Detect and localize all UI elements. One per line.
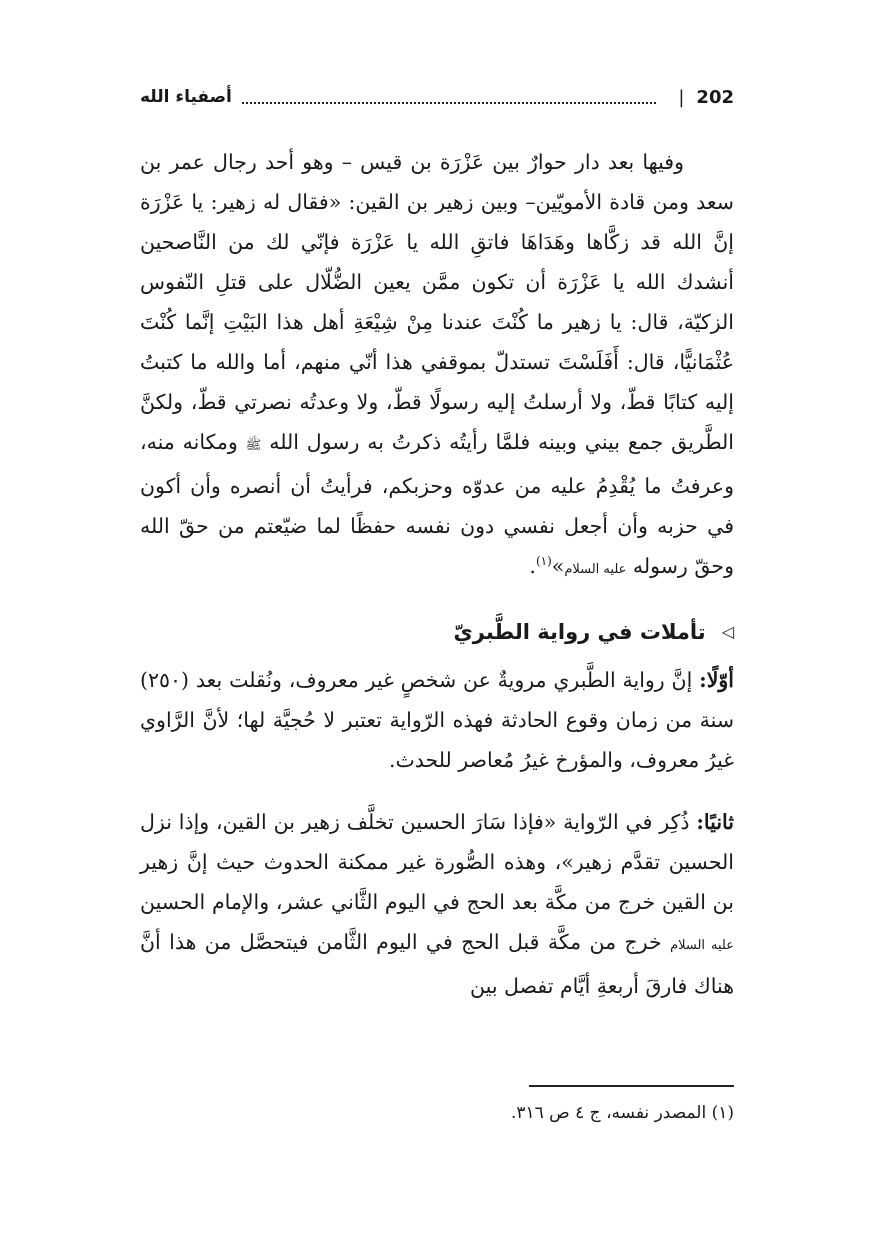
first-point-paragraph (140, 660, 734, 780)
intro-paragraph (140, 142, 734, 590)
footnote-reference: (١) (535, 554, 552, 569)
intro-text-continued: ومكانه منه، وعرفتُ ما يُقْدِمُ عليه من عدوّه وحزبكم، فرأيتُ أن أنصره وأن أكون في حزبه وأن أجعل نفسي دون نفسه حفظًا لما ضيّعتم من حقّ الله وحقّ رسوله (140, 430, 734, 578)
header-separator: | (678, 86, 685, 108)
second-point-label: ثانيًا: (696, 810, 734, 834)
section-heading (140, 612, 734, 652)
second-point-text: ذُكِر في الرّواية «فإذا سَارَ الحسين تخلَّف زهير بن القين، وإذا نزل الحسين تقدَّم زهير»، وهذه الصُّورة غير ممكنة الحدوث حيث إنَّ زهير بن القين خرج من مكَّة بعد الحج في اليوم الثَّاني عشر، والإمام الحسين (140, 810, 734, 914)
triangle-marker-icon: ◁ (721, 622, 734, 641)
intro-text: وفيها بعد دار حوارٌ بين عَزْرَة بن قيس – وهو أحد رجال عمر بن سعد ومن قادة الأمويّين– وبين زهير بن القين: «فقال له زهير: يا عَزْرَة إنَّ الله قد زكَّاها وهَدَاهَا فاتقِ الله يا عَزْرَة فإنّي لك من النَّاصحين أنشدك الله يا عَزْرَة أن تكون ممَّن يعين الضُّلّال على قتلِ النّفوس الزكيّة، قال: يا زهير ما كُنْتَ عندنا مِنْ شِيْعَةِ أهل هذا البَيْتِ إنَّما كُنْتَ عُثْمَانيًّا، قال: أَفَلَسْتَ تستدلّ بموقفي هذا أنّي منهم، أما والله ما كتبتُ إليه كتابًا قطّ، ولا أرسلتُ إليه رسولًا قطّ، ولا وعدتُه نصرتي قطّ، ولكنَّ الطَّريق جمع بيني وبينه فلمَّا رأيتُه ذكرتُ به رسول الله (140, 150, 734, 454)
intro-period: . (529, 554, 536, 578)
section-title: تأملات في رواية الطَّبريّ (453, 620, 706, 644)
running-header (140, 80, 734, 114)
first-point-label: أوّلًا: (699, 668, 734, 692)
closing-quote: » (551, 554, 565, 578)
book-title: أصفياء الله (140, 87, 232, 107)
page-number: 202 (696, 86, 734, 108)
dotted-leader (242, 102, 656, 104)
second-point-text-continued: خرج من مكَّة قبل الحج في اليوم الثَّامن فيتحصَّل من هذا أنَّ هناك فارقَ أربعةِ أيَّام تفصل بين (140, 930, 734, 998)
footnote: (١) المصدر نفسه، ج ٤ ص ٣١٦. (510, 1103, 734, 1123)
prophet-honorific-symbol: ﷺ (245, 438, 262, 453)
peace-honorific-symbol: عليه السلام (564, 562, 627, 577)
footnote-divider (529, 1085, 734, 1087)
main-text (140, 142, 734, 1006)
second-point-paragraph (140, 802, 734, 1006)
peace-honorific-symbol-2: عليه السلام (670, 938, 734, 953)
first-point-text: إنَّ رواية الطَّبري مرويةٌ عن شخصٍ غير معروف، ونُقلت بعد (٢٥٠) سنة من زمان وقوع الحادثة فهذه الرّواية تعتبر لا حُجيَّة لها؛ لأنَّ الرَّاوي غيرُ معروف، والمؤرخ غيرُ مُعاصر للحدث. (140, 668, 734, 772)
